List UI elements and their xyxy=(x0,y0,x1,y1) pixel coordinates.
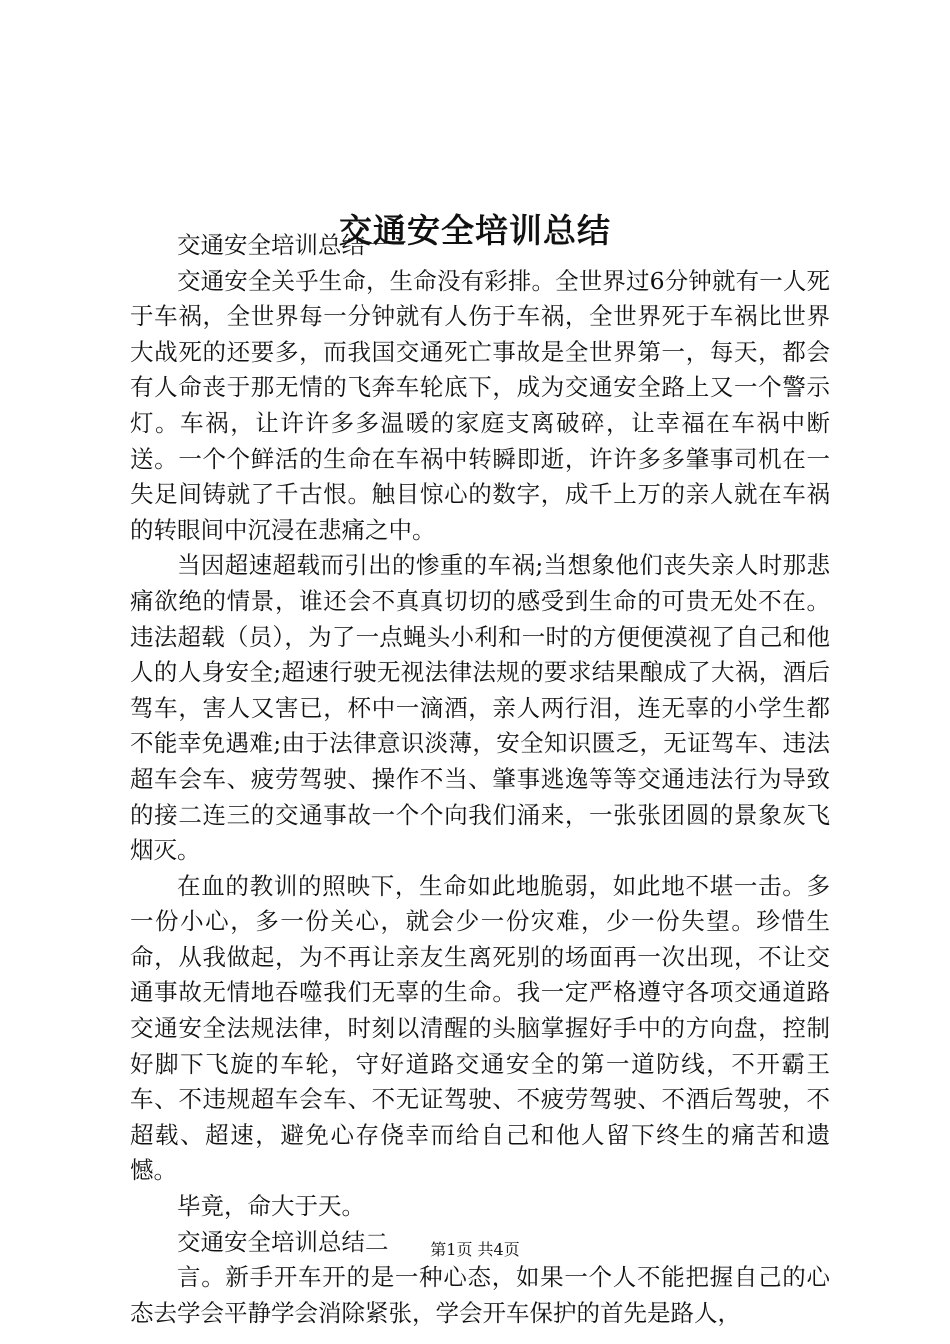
document-title: 交通安全培训总结 xyxy=(339,211,611,251)
section-heading-1: 交通安全培训总结一 xyxy=(177,231,389,259)
paragraph: 毕竟，命大于天。 xyxy=(177,1192,365,1221)
document-body xyxy=(130,228,830,1331)
paragraph: 当因超速超载而引出的惨重的车祸;当想象他们丧失亲人时那悲痛欲绝的情景，谁还会不真真切切的感受到生命的可贵无处不在。违法超载（员），为了一点蝇头小利和一时的方便便漠视了自己和他人的人身安全;超速行驶无视法律法规的要求结果酿成了大祸，酒后驾车，害人又害已，杯中一滴酒，亲人两行泪，连无辜的小学生都不能幸免遇难;由于法律意识淡薄，安全知识匮乏，无证驾车、违法超车会车、疲劳驾驶、操作不当、肇事逃逸等等交通违法行为导致的接二连三的交通事故一个个向我们涌来，一张张团圆的景象灰飞烟灭。 xyxy=(130,551,830,865)
paragraph: 交通安全关乎生命，生命没有彩排。全世界过6分钟就有一人死于车祸，全世界每一分钟就有人伤于车祸，全世界死于车祸比世界大战死的还要多，而我国交通死亡事故是全世界第一，每天，都会有人命丧于那无情的飞奔车轮底下，成为交通安全路上又一个警示灯。车祸，让许许多多温暖的家庭支离破碎，让幸福在车祸中断送。一个个鲜活的生命在车祸中转瞬即逝，许许多多肇事司机在一失足间铸就了千古恨。触目惊心的数字，成千上万的亲人就在车祸的转眼间中沉浸在悲痛之中。 xyxy=(130,266,830,544)
paragraph: 在血的教训的照映下，生命如此地脆弱，如此地不堪一击。多一份小心，多一份关心，就会少一份灾难，少一份失望。珍惜生命，从我做起，为不再让亲友生离死别的场面再一次出现，不让交通事故无情地吞噬我们无辜的生命。我一定严格遵守各项交通道路交通安全法规法律，时刻以清醒的头脑掌握好手中的方向盘，控制好脚下飞旋的车轮，守好道路交通安全的第一道防线，不开霸王车、不违规超车会车、不无证驾驶、不疲劳驾驶、不酒后驾驶，不超载、超速，避免心存侥幸而给自己和他人留下终生的痛苦和遗憾。 xyxy=(130,871,830,1185)
page-footer: 第1页 共4页 xyxy=(430,1240,520,1259)
section-heading-2: 交通安全培训总结二 xyxy=(177,1227,389,1256)
paragraph: 言。新手开车开的是一种心态，如果一个人不能把握自己的心态去学会平静学会消除紧张，学会开车保护的首先是路人， xyxy=(130,1263,830,1327)
